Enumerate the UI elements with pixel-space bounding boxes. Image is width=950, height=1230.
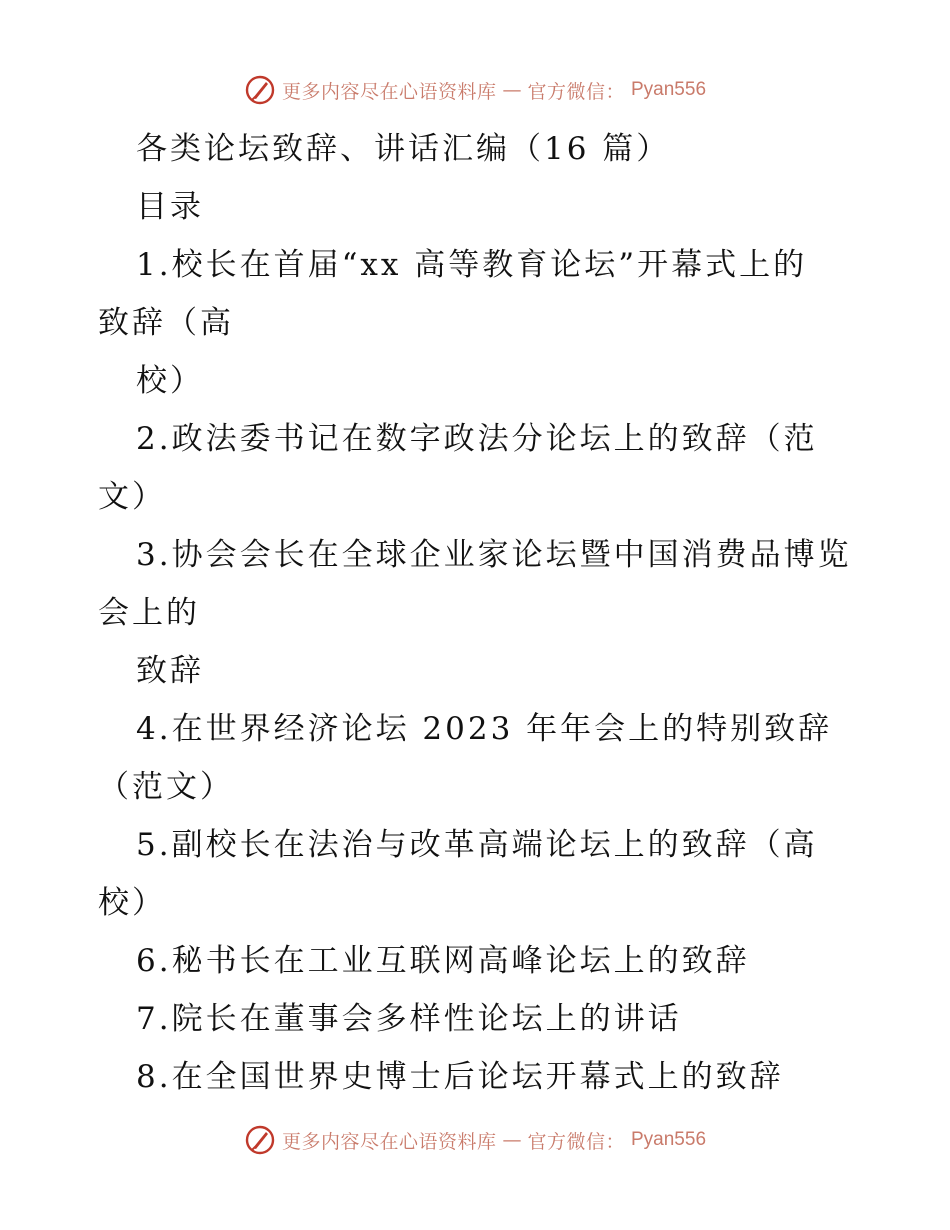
watermark-wechat-label: 官方微信： bbox=[527, 80, 625, 103]
toc-line: 6.秘书长在工业互联网高峰论坛上的致辞 bbox=[136, 943, 750, 979]
toc-line: 5.副校长在法治与改革高端论坛上的致辞（高 bbox=[136, 827, 818, 863]
toc-line: 致辞 bbox=[136, 653, 204, 689]
toc-line: 校） bbox=[98, 885, 166, 921]
watermark-separator: — bbox=[502, 1129, 522, 1151]
toc-line: （范文） bbox=[98, 769, 234, 805]
toc-line: 校） bbox=[136, 363, 204, 399]
toc-line: 1.校长在首届“xx 高等教育论坛”开幕式上的 bbox=[136, 247, 808, 283]
header-watermark bbox=[0, 72, 950, 108]
watermark-wechat-id: Pyan556 bbox=[631, 1129, 707, 1150]
document-title: 各类论坛致辞、讲话汇编（16 篇） bbox=[136, 131, 671, 167]
watermark-wechat-label: 官方微信： bbox=[527, 1130, 625, 1153]
quill-logo-icon bbox=[244, 1124, 276, 1156]
watermark-wechat-id: Pyan556 bbox=[631, 79, 707, 100]
toc-line: 4.在世界经济论坛 2023 年年会上的特别致辞 bbox=[136, 711, 833, 747]
toc-line: 会上的 bbox=[98, 595, 200, 631]
toc-line: 2.政法委书记在数字政法分论坛上的致辞（范 bbox=[136, 421, 818, 457]
toc-line: 3.协会会长在全球企业家论坛暨中国消费品博览 bbox=[136, 537, 852, 573]
footer-watermark bbox=[0, 1122, 950, 1158]
toc-line: 7.院长在董事会多样性论坛上的讲话 bbox=[136, 1001, 682, 1037]
quill-logo-icon bbox=[244, 74, 276, 106]
toc-heading: 目录 bbox=[136, 189, 204, 225]
watermark-text: 更多内容尽在心语资料库 bbox=[281, 80, 497, 103]
toc-line: 8.在全国世界史博士后论坛开幕式上的致辞 bbox=[136, 1059, 784, 1095]
toc-line: 致辞（高 bbox=[98, 305, 234, 341]
watermark-text: 更多内容尽在心语资料库 bbox=[281, 1130, 497, 1153]
toc-line: 文） bbox=[98, 479, 166, 515]
toc-list bbox=[98, 236, 858, 1106]
document-body bbox=[98, 120, 858, 1106]
watermark-separator: — bbox=[502, 79, 522, 101]
